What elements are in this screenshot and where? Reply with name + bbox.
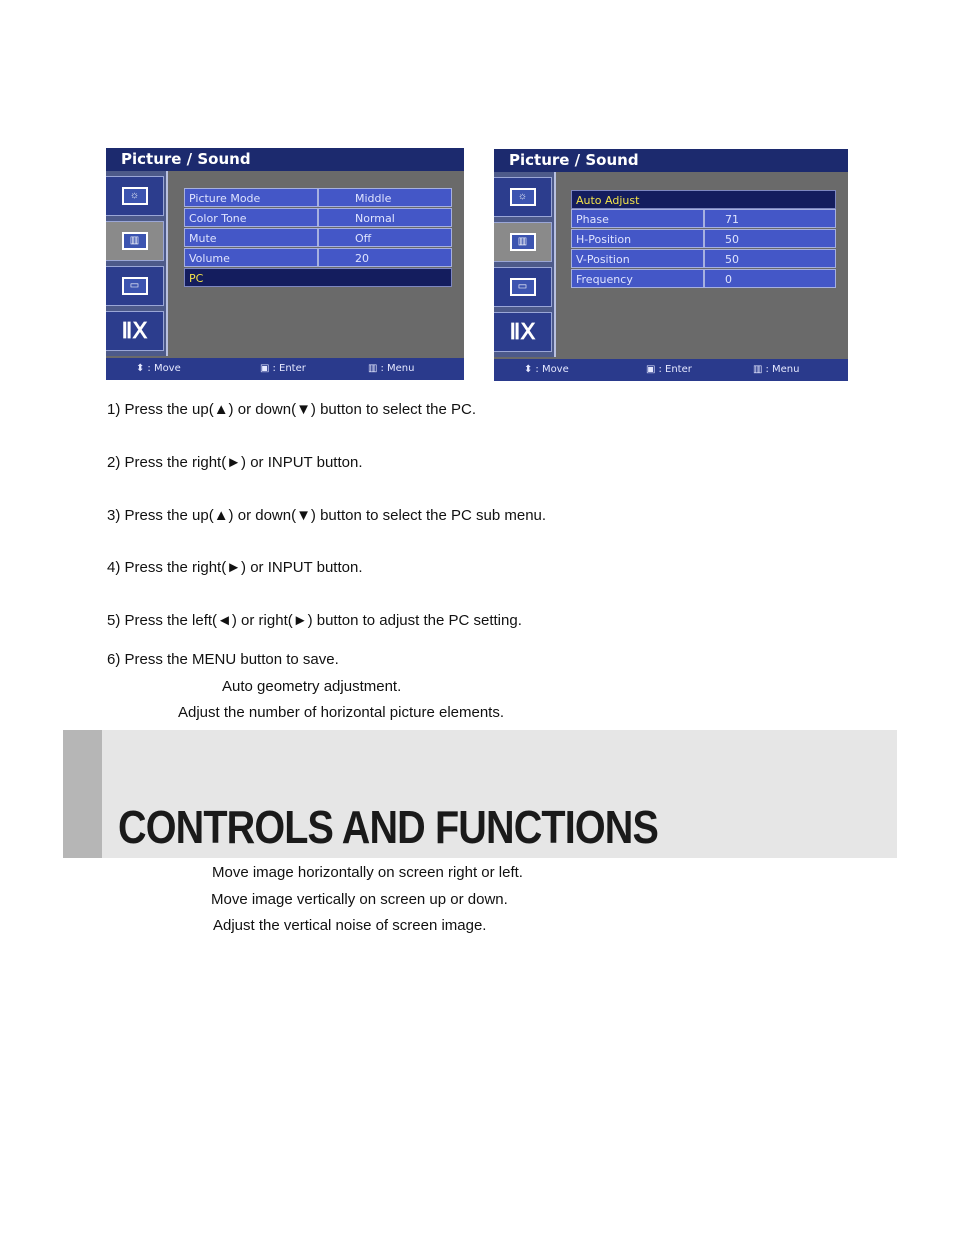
footer-move [136,358,181,380]
menu-row-volume[interactable] [184,248,452,267]
v-position-description: Move image vertically on screen up or down. [211,891,508,908]
menu-row-auto-adjust-selected[interactable] [571,190,836,209]
menu-button-icon: ▥ [368,363,378,374]
footer-menu-label: : Menu [765,364,800,375]
footer-menu [753,359,799,381]
banner-tab [63,730,102,858]
instruction-step: 5) Press the left(◄) or right(►) button to adjust the PC setting. [107,612,522,629]
phase-description: Adjust the number of horizontal picture elements. [178,704,505,721]
footer-enter-label: : Enter [658,364,692,375]
footer-menu-label: : Menu [380,363,415,374]
setup-tools-icon[interactable]: ⅡⅩ [494,312,552,352]
up-down-arrows-icon: ⬍ [524,364,533,375]
menu-row-value: Middle [318,188,452,207]
section-banner [63,730,897,858]
menu-row-value: Normal [318,208,452,227]
menu-row-v-position[interactable] [571,249,836,268]
instruction-step: 6) Press the MENU button to save. [107,651,339,668]
menu-row-label: Frequency [571,269,704,288]
osd-footer [494,359,848,381]
menu-row-label: Volume [184,248,318,267]
setup-tools-icon[interactable]: ⅡⅩ [106,311,164,351]
footer-enter [260,358,306,380]
picture-menu-icon[interactable]: ☼ [106,176,164,216]
footer-move-label: : Move [535,364,569,375]
menu-row-label: Phase [571,209,704,228]
menu-row-label: Picture Mode [184,188,318,207]
osd-screen-left [106,148,464,380]
menu-button-icon: ▥ [753,364,763,375]
instruction-step: 4) Press the right(►) or INPUT button. [107,559,363,576]
instruction-step: 3) Press the up(▲) or down(▼) button to select the PC sub menu. [107,507,547,524]
footer-move-label: : Move [147,363,181,374]
enter-button-icon: ▣ [260,363,270,374]
osd-title: Picture / Sound [106,148,464,171]
instruction-step: 1) Press the up(▲) or down(▼) button to select the PC. [107,401,477,418]
footer-menu [368,358,414,380]
menu-row-label: Auto Adjust [571,190,836,209]
menu-row-value: Off [318,228,452,247]
menu-row-h-position[interactable] [571,229,836,248]
menu-row-value: 50 [704,249,836,268]
menu-row-picture-mode[interactable] [184,188,452,207]
instruction-step: 2) Press the right(►) or INPUT button. [107,454,363,471]
menu-row-mute[interactable] [184,228,452,247]
h-position-description: Move image horizontally on screen right or left. [212,864,523,881]
menu-row-label: Color Tone [184,208,318,227]
menu-row-label: H-Position [571,229,704,248]
osd-sidebar-divider [554,172,556,357]
menu-row-label: Mute [184,228,318,247]
screen-menu-icon[interactable]: ▭ [494,267,552,307]
footer-move [524,359,569,381]
footer-enter-label: : Enter [272,363,306,374]
auto-adjust-description: Auto geometry adjustment. [222,678,402,695]
screen-menu-icon[interactable]: ▭ [106,266,164,306]
osd-title: Picture / Sound [494,149,848,172]
sound-menu-icon[interactable]: ▥ [494,222,552,262]
sound-menu-icon[interactable]: ▥ [106,221,164,261]
menu-row-color-tone[interactable] [184,208,452,227]
menu-row-frequency[interactable] [571,269,836,288]
menu-row-value: 0 [704,269,836,288]
menu-row-value: 20 [318,248,452,267]
banner-title: CONTROLS AND FUNCTIONS [118,801,659,853]
osd-screen-right [494,149,848,381]
menu-row-label: PC [184,268,452,287]
menu-row-value: 50 [704,229,836,248]
enter-button-icon: ▣ [646,364,656,375]
menu-row-label: V-Position [571,249,704,268]
up-down-arrows-icon: ⬍ [136,363,145,374]
menu-row-value: 71 [704,209,836,228]
menu-row-pc-selected[interactable] [184,268,452,287]
frequency-description: Adjust the vertical noise of screen image. [213,917,487,934]
footer-enter [646,359,692,381]
osd-footer [106,358,464,380]
osd-sidebar-divider [166,171,168,356]
picture-menu-icon[interactable]: ☼ [494,177,552,217]
menu-row-phase[interactable] [571,209,836,228]
